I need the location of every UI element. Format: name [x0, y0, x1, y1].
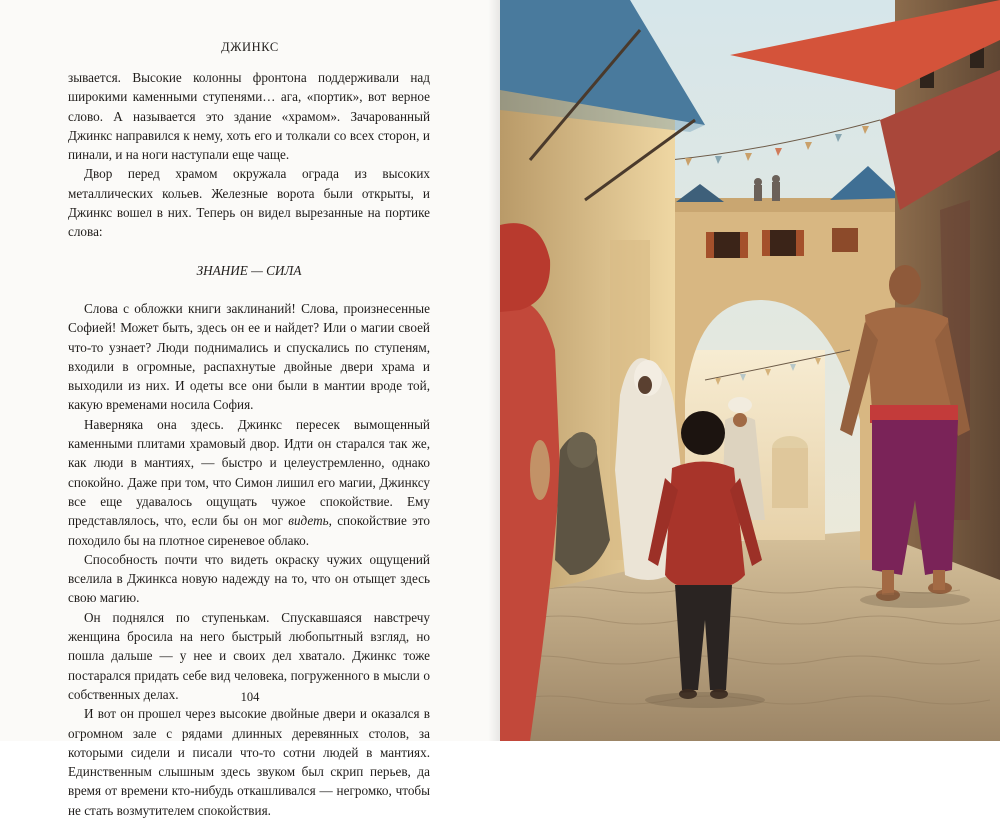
- page-number: 104: [240, 690, 260, 704]
- shadow: [860, 592, 970, 608]
- boy-shirt: [665, 462, 745, 591]
- inscription: ЗНАНИЕ — СИЛА: [196, 262, 302, 278]
- paragraph-part: Наверняка она здесь. Джинкс пересек вымощенный каменными плитами храмовый двор. Идти он старался так же, как люди в мантиях, — быстро и целеустремленно, однако спокойно. Даже при том, что Симон лишил его магии, Джинксу все еще удавалось ощущать чужое спокойствие. Ему представлялось, что, если бы он мог: [68, 416, 430, 529]
- paragraph: И вот он прошел через высокие двойные двери и оказался в огромном зале с рядами длинных деревянных столов, за которыми сидели и писали что-то сотни людей в мантиях. Единственным слышным здесь звуком был скрип перьев, да время от времени кто-нибудь откашливался — негромко, чтобы не стать возмутителем спокойствия.: [68, 706, 430, 818]
- boy-hair: [681, 411, 725, 455]
- text-page: [0, 0, 500, 818]
- paragraph-part: , спокойствие это походило бы на плотное сиреневое облако.: [68, 513, 430, 548]
- running-head: ДЖИНКС: [221, 40, 279, 54]
- paragraph: Способность почти что видеть окраску чужих ощущений вселила в Джинкса новую надежду на то, что он отыщет здесь свою магию.: [68, 551, 430, 606]
- gutter-shadow: [488, 0, 500, 741]
- street-illustration: [500, 0, 1000, 741]
- paragraph: зывается. Высокие колонны фронтона поддерживали над широкими каменными ступенями… ага, «портик», вот верное слово. А называется это здание «храмом». Зачарованный Джинкс направился к нему, хоть его и толкали со всех сторон, и пинали, и на ноги наступали еще чаще.: [68, 70, 430, 163]
- body-text: [68, 68, 430, 820]
- paragraph: Слова с обложки книги заклинаний! Слова, произнесенные Софией! Может быть, здесь он ее и найдет? Или о магии своей что-то узнает? Люди поднимались и спускались по ступеням, входили в огромные, распахнутые двойные двери храма и выходили из них. И одеты все они были в мантии вроде той, какую временами носила София.: [68, 300, 430, 413]
- man-head: [889, 265, 921, 305]
- shadow: [645, 692, 765, 708]
- emphasis: видеть: [288, 513, 329, 529]
- paragraph: Он поднялся по ступенькам. Спускавшаяся навстречу женщина бросила на него быстрый любопытный взгляд, но пошла дальше — у нее и своих дел хватало. Джинкс тоже постарался придать себе вид человека, погруженного в мысли о собственных делах.: [68, 609, 430, 702]
- illustration-page: [500, 0, 1000, 741]
- distant-building: [772, 448, 808, 508]
- paragraph: [68, 415, 430, 550]
- paragraph: Двор перед храмом окружала ограда из высоких металлических кольев. Железные ворота были открыты, и Джинкс вошел в них. Теперь он видел вырезанные на портике слова:: [68, 166, 430, 240]
